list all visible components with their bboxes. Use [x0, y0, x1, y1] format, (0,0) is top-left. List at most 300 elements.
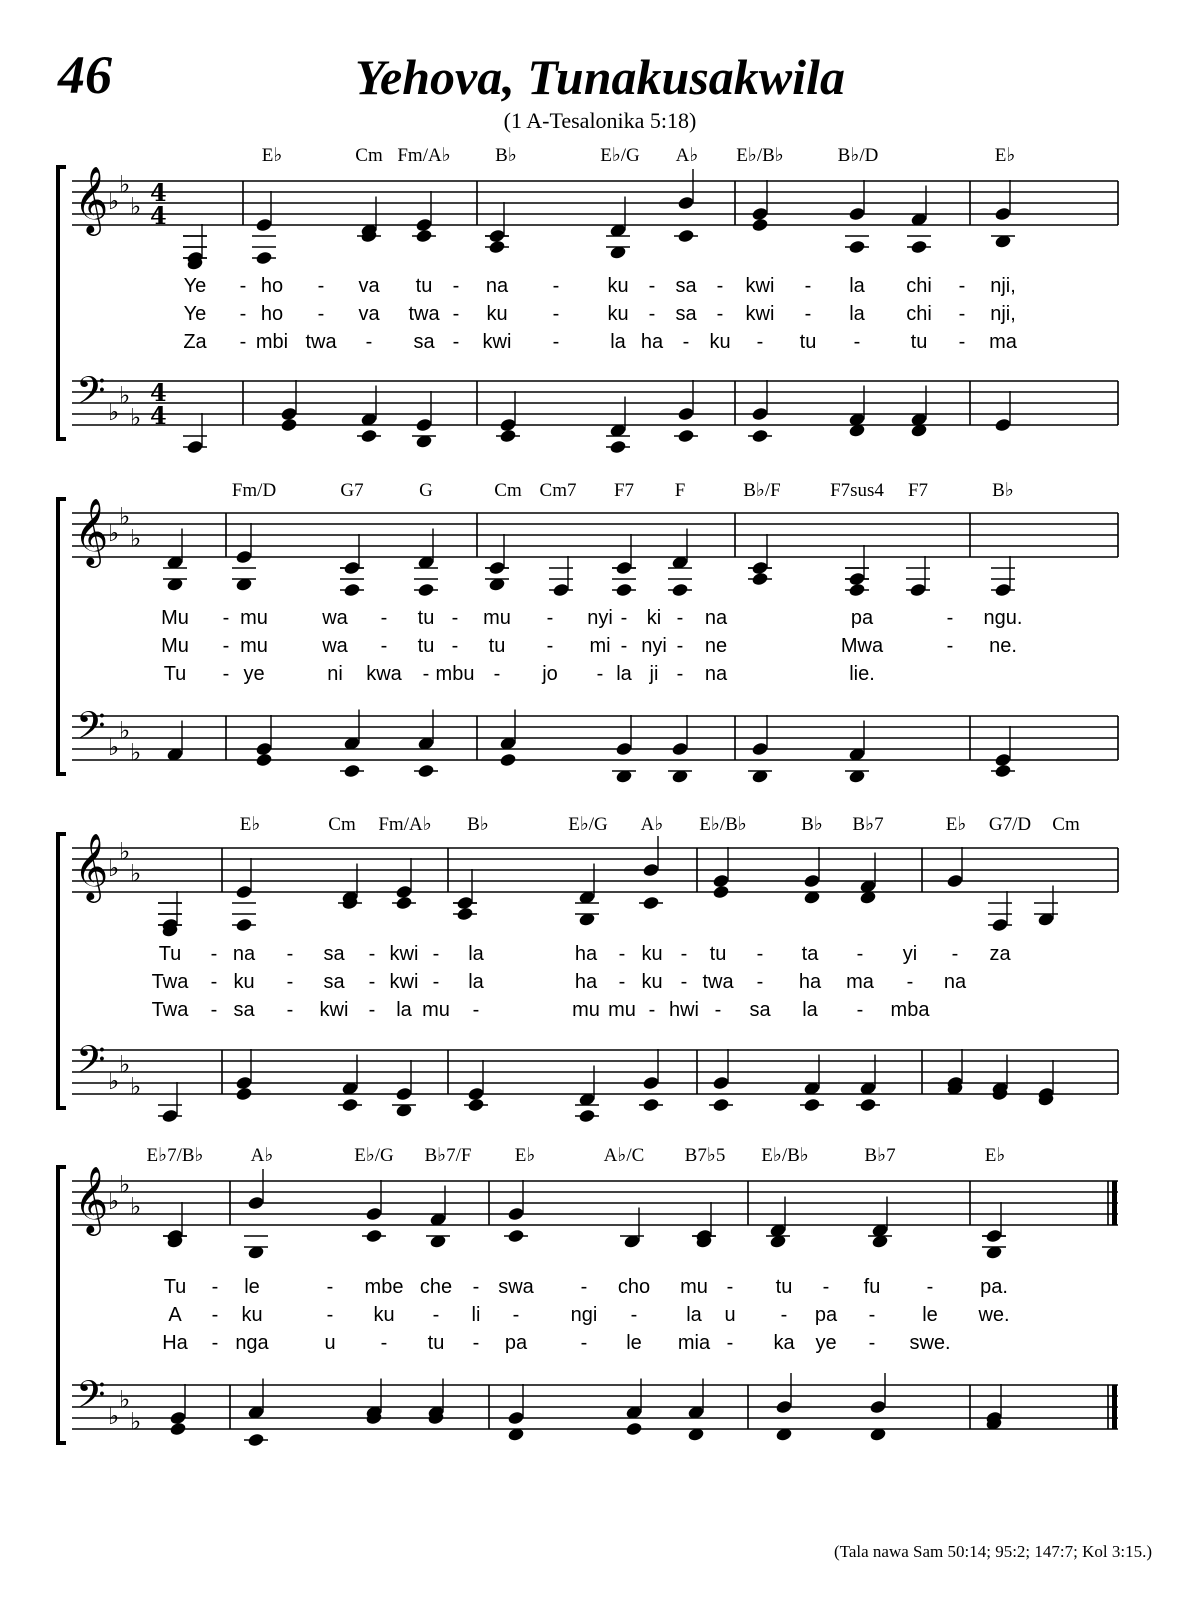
- lyric-syllable: ma: [846, 971, 874, 993]
- key-flat-sign: ♭: [130, 403, 142, 432]
- lyric-syllable: va: [358, 275, 380, 297]
- lyric-syllable: -: [620, 607, 628, 629]
- chord-symbol: Cm: [355, 145, 383, 166]
- lyric-syllable: we.: [978, 1304, 1010, 1326]
- lyric-syllable: hwi: [668, 999, 700, 1021]
- lyric-syllable: ki: [646, 607, 662, 629]
- chord-symbol: E♭/B♭: [736, 145, 784, 166]
- lyric-syllable: ku: [233, 971, 255, 993]
- system-bracket: [58, 499, 66, 774]
- lyric-syllable: -: [552, 303, 560, 325]
- treble-clef: 𝄞: [74, 1165, 109, 1233]
- lyric-syllable: za: [989, 943, 1011, 965]
- note-head: [712, 1075, 730, 1090]
- lyric-syllable: va: [358, 303, 380, 325]
- lyric-syllable: ngu.: [983, 607, 1023, 629]
- lyric-syllable: sa: [233, 999, 255, 1021]
- lyric-syllable: -: [432, 971, 440, 993]
- lyric-syllable: Ye: [183, 303, 207, 325]
- lyric-syllable: -: [726, 1276, 734, 1298]
- lyric-syllable: -: [452, 331, 460, 353]
- chord-symbol: A♭: [250, 1145, 274, 1166]
- note-head: [395, 1086, 413, 1101]
- chord-symbol: B♭: [801, 814, 823, 835]
- lyric-syllable: -: [472, 1332, 480, 1354]
- lyric-syllable: -: [680, 971, 688, 993]
- lyric-syllable: che: [419, 1276, 453, 1298]
- lyric-syllable: Ye: [183, 275, 207, 297]
- lyric-syllable: ha: [574, 943, 598, 965]
- lyric-syllable: sa: [675, 303, 697, 325]
- treble-clef: 𝄞: [74, 165, 109, 233]
- lyric-syllable: tu: [417, 607, 435, 629]
- lyric-syllable: -: [618, 971, 626, 993]
- lyric-syllable: -: [946, 607, 954, 629]
- chord-symbol: E♭: [994, 145, 1016, 166]
- lyric-syllable: na: [704, 607, 728, 629]
- time-signature-bottom: 4: [150, 201, 167, 230]
- lyric-syllable: Mwa: [840, 635, 884, 657]
- note-head: [677, 406, 695, 421]
- lyric-syllable: ha: [574, 971, 598, 993]
- lyric-syllable: pa: [850, 607, 874, 629]
- lyric-syllable: nji,: [990, 275, 1016, 297]
- lyric-syllable: -: [365, 331, 373, 353]
- lyric-syllable: -: [856, 999, 864, 1021]
- lyric-syllable: -: [239, 303, 247, 325]
- final-barline-thick: [1112, 1385, 1117, 1429]
- note-head: [169, 1421, 187, 1436]
- note-head: [255, 217, 273, 232]
- chord-symbol: E♭/G: [568, 814, 608, 835]
- lyric-syllable: sa: [413, 331, 435, 353]
- lyric-syllable: -: [676, 607, 684, 629]
- lyric-syllable: pa: [504, 1332, 528, 1354]
- note-head: [280, 417, 298, 432]
- lyric-syllable: cho: [617, 1276, 651, 1298]
- lyric-syllable: ku: [641, 971, 663, 993]
- note-head: [751, 741, 769, 756]
- lyric-syllable: -: [804, 275, 812, 297]
- note-head: [712, 873, 730, 888]
- chord-symbol: F: [674, 480, 686, 501]
- lyric-syllable: -: [368, 971, 376, 993]
- note-head: [946, 873, 964, 888]
- lyric-syllable: -: [432, 1304, 440, 1326]
- lyric-syllable: -: [951, 943, 959, 965]
- bass-clef: 𝄢: [76, 368, 106, 422]
- chord-symbol: E♭7/B♭: [146, 1145, 204, 1166]
- lyric-syllable: pa: [814, 1304, 838, 1326]
- lyric-syllable: -: [958, 303, 966, 325]
- lyric-syllable: -: [326, 1304, 334, 1326]
- lyric-syllable: la: [849, 275, 865, 297]
- key-flat-sign: ♭: [130, 1407, 142, 1436]
- lyric-syllable: -: [856, 943, 864, 965]
- note-head: [395, 884, 413, 899]
- lyric-syllable: kwi: [319, 999, 349, 1021]
- lyric-syllable: -: [630, 1304, 638, 1326]
- lyric-syllable: -: [210, 999, 218, 1021]
- lyric-syllable: u: [324, 1332, 336, 1354]
- lyric-syllable: ji: [649, 663, 659, 685]
- lyric-syllable: tu: [910, 331, 928, 353]
- lyric-syllable: -: [648, 999, 656, 1021]
- lyric-syllable: -: [211, 1304, 219, 1326]
- lyric-syllable: tu: [799, 331, 817, 353]
- lyric-syllable: mu: [240, 607, 268, 629]
- chord-symbol: E♭: [945, 814, 967, 835]
- lyric-syllable: -: [422, 663, 430, 685]
- chord-symbol: G: [419, 480, 433, 501]
- lyric-syllable: mba: [890, 999, 930, 1021]
- chord-symbol: E♭/G: [354, 1145, 394, 1166]
- note-head: [625, 1421, 643, 1436]
- chord-symbol: E♭/G: [600, 145, 640, 166]
- lyric-syllable: la: [802, 999, 818, 1021]
- key-flat-sign: ♭: [130, 524, 142, 553]
- note-head: [255, 741, 273, 756]
- lyric-syllable: tu: [417, 635, 435, 657]
- lyric-syllable: u: [724, 1304, 736, 1326]
- lyric-syllable: -: [868, 1304, 876, 1326]
- chord-symbol: A♭: [675, 145, 699, 166]
- chord-symbol: F7sus4: [830, 480, 884, 501]
- chord-symbol: E♭/B♭: [699, 814, 747, 835]
- lyric-syllable: -: [906, 971, 914, 993]
- song-title: Yehova, Tunakusakwila: [355, 49, 845, 105]
- lyric-syllable: -: [286, 971, 294, 993]
- lyric-syllable: -: [512, 1304, 520, 1326]
- lyric-syllable: -: [239, 331, 247, 353]
- note-head: [235, 1086, 253, 1101]
- note-head: [499, 417, 517, 432]
- lyric-syllable: -: [868, 1332, 876, 1354]
- key-flat-sign: ♭: [119, 170, 131, 199]
- lyric-syllable: la: [616, 663, 632, 685]
- key-flat-sign: ♭: [108, 187, 120, 215]
- key-flat-sign: ♭: [108, 398, 120, 426]
- lyric-syllable: -: [451, 635, 459, 657]
- lyric-syllable: -: [222, 663, 230, 685]
- chord-symbol: Cm: [494, 480, 522, 501]
- lyric-syllable: -: [680, 943, 688, 965]
- key-flat-sign: ♭: [119, 837, 131, 866]
- lyric-syllable: sa: [675, 275, 697, 297]
- note-head: [499, 752, 517, 767]
- note-head: [467, 1086, 485, 1101]
- note-head: [415, 417, 433, 432]
- chord-symbol: E♭: [261, 145, 283, 166]
- chord-symbol: B♭: [495, 145, 517, 166]
- lyric-syllable: Za: [183, 331, 207, 353]
- lyric-syllable: ku: [373, 1304, 395, 1326]
- lyric-syllable: ta: [801, 943, 819, 965]
- treble-clef: 𝄞: [74, 497, 109, 565]
- lyric-syllable: mi: [589, 635, 611, 657]
- lyric-syllable: le: [244, 1276, 260, 1298]
- lyric-syllable: chi: [906, 275, 932, 297]
- key-flat-sign: ♭: [108, 1187, 120, 1215]
- note-head: [712, 884, 730, 899]
- lyric-syllable: na: [943, 971, 967, 993]
- note-head: [994, 752, 1012, 767]
- lyric-syllable: -: [756, 943, 764, 965]
- chord-symbol: B♭7: [864, 1145, 896, 1166]
- lyric-syllable: -: [648, 303, 656, 325]
- lyric-syllable: -: [676, 663, 684, 685]
- lyric-syllable: la: [610, 331, 626, 353]
- note-head: [751, 406, 769, 421]
- lyric-syllable: kwi: [389, 943, 419, 965]
- lyric-syllable: -: [682, 331, 690, 353]
- lyric-syllable: ku: [607, 275, 629, 297]
- lyric-syllable: tu: [775, 1276, 793, 1298]
- key-flat-sign: ♭: [130, 738, 142, 767]
- chord-symbol: Cm7: [539, 480, 577, 501]
- lyric-syllable: la: [686, 1304, 702, 1326]
- lyric-syllable: -: [958, 275, 966, 297]
- lyric-syllable: ne.: [989, 635, 1017, 657]
- chord-symbol: Cm: [1052, 814, 1080, 835]
- lyric-syllable: -: [618, 943, 626, 965]
- chord-symbol: B♭7/F: [424, 1145, 472, 1166]
- note-head: [280, 406, 298, 421]
- lyric-syllable: swa: [498, 1276, 534, 1298]
- song-number: 46: [58, 45, 112, 105]
- note-head: [677, 195, 695, 210]
- note-head: [642, 1075, 660, 1090]
- lyric-syllable: -: [648, 275, 656, 297]
- lyric-syllable: nga: [235, 1332, 269, 1354]
- lyric-syllable: kwi: [389, 971, 419, 993]
- key-flat-sign: ♭: [108, 1067, 120, 1095]
- lyric-syllable: ku: [486, 303, 508, 325]
- note-head: [507, 1410, 525, 1425]
- lyric-syllable: -: [472, 999, 480, 1021]
- scripture-references: (Tala nawa Sam 50:14; 95:2; 147:7; Kol 3:15.): [834, 1542, 1152, 1561]
- lyric-syllable: -: [716, 275, 724, 297]
- lyric-syllable: kwi: [745, 275, 775, 297]
- lyric-syllable: sa: [323, 971, 345, 993]
- lyric-syllable: ma: [989, 331, 1017, 353]
- system-bracket: [58, 1167, 66, 1443]
- lyric-syllable: mia: [677, 1332, 711, 1354]
- key-flat-sign: ♭: [108, 733, 120, 761]
- lyric-syllable: na: [704, 663, 728, 685]
- lyric-syllable: -: [804, 303, 812, 325]
- lyric-syllable: -: [958, 331, 966, 353]
- key-flat-sign: ♭: [119, 1385, 131, 1414]
- chord-symbol: B♭: [467, 814, 489, 835]
- lyric-syllable: -: [926, 1276, 934, 1298]
- chord-symbol: G7/D: [988, 814, 1032, 835]
- lyric-syllable: -: [452, 275, 460, 297]
- chord-symbol: B♭7: [852, 814, 884, 835]
- key-flat-sign: ♭: [130, 1192, 142, 1221]
- lyric-syllable: li: [471, 1304, 481, 1326]
- lyric-syllable: -: [726, 1332, 734, 1354]
- key-flat-sign: ♭: [108, 1402, 120, 1430]
- lyric-syllable: -: [368, 999, 376, 1021]
- lyric-syllable: wa: [322, 635, 348, 657]
- key-flat-sign: ♭: [119, 502, 131, 531]
- note-head: [775, 1399, 793, 1414]
- lyric-syllable: kwi: [482, 331, 512, 353]
- note-head: [803, 873, 821, 888]
- chord-symbol: G7: [340, 480, 364, 501]
- system-bracket: [58, 834, 66, 1108]
- lyric-syllable: -: [552, 331, 560, 353]
- note-head: [869, 1399, 887, 1414]
- lyric-syllable: Twa: [151, 971, 189, 993]
- lyric-syllable: mu: [572, 999, 600, 1021]
- lyric-syllable: mbe: [364, 1276, 404, 1298]
- lyric-syllable: nyi: [641, 635, 667, 657]
- lyric-syllable: mu: [240, 635, 268, 657]
- lyric-syllable: -: [676, 635, 684, 657]
- lyric-syllable: mu: [422, 999, 450, 1021]
- lyric-syllable: la: [849, 303, 865, 325]
- time-signature-top: 4: [150, 378, 167, 407]
- key-flat-sign: ♭: [130, 192, 142, 221]
- lyric-syllable: le: [626, 1332, 642, 1354]
- lyric-syllable: -: [580, 1276, 588, 1298]
- lyric-syllable: ni: [327, 663, 343, 685]
- note-head: [751, 217, 769, 232]
- lyric-syllable: ku: [709, 331, 731, 353]
- lyric-syllable: lie.: [849, 663, 875, 685]
- lyric-syllable: sa: [323, 943, 345, 965]
- lyric-syllable: twa: [408, 303, 440, 325]
- key-flat-sign: ♭: [130, 1072, 142, 1101]
- chord-symbol: E♭: [514, 1145, 536, 1166]
- lyric-syllable: -: [317, 303, 325, 325]
- lyric-syllable: mbu: [435, 663, 475, 685]
- chord-symbol: B♭/F: [743, 480, 781, 501]
- note-head: [848, 206, 866, 221]
- lyric-syllable: -: [946, 635, 954, 657]
- note-head: [751, 206, 769, 221]
- key-flat-sign: ♭: [108, 854, 120, 882]
- system-bracket: [58, 167, 66, 439]
- lyric-syllable: ha: [640, 331, 664, 353]
- note-head: [235, 884, 253, 899]
- final-barline-thick: [1112, 1181, 1117, 1225]
- note-head: [255, 752, 273, 767]
- key-flat-sign: ♭: [119, 381, 131, 410]
- note-head: [169, 1410, 187, 1425]
- lyric-syllable: le: [922, 1304, 938, 1326]
- lyric-syllable: nyi: [587, 607, 613, 629]
- lyric-syllable: -: [452, 303, 460, 325]
- chord-symbol: B7♭5: [684, 1145, 726, 1166]
- lyric-syllable: -: [211, 1276, 219, 1298]
- lyric-syllable: Ha: [162, 1332, 188, 1354]
- lyric-syllable: kwa: [366, 663, 402, 685]
- note-head: [507, 1206, 525, 1221]
- lyric-syllable: -: [432, 943, 440, 965]
- chord-symbol: E♭: [984, 1145, 1006, 1166]
- lyric-syllable: -: [326, 1276, 334, 1298]
- lyric-syllable: ku: [641, 943, 663, 965]
- lyric-syllable: -: [222, 635, 230, 657]
- lyric-syllable: mu: [483, 607, 511, 629]
- treble-clef: 𝄞: [74, 832, 109, 900]
- note-head: [365, 1206, 383, 1221]
- note-head: [671, 741, 689, 756]
- bass-clef: 𝄢: [76, 703, 106, 757]
- lyric-syllable: ku: [607, 303, 629, 325]
- lyric-syllable: ku: [241, 1304, 263, 1326]
- lyric-syllable: -: [756, 971, 764, 993]
- lyric-syllable: tu: [488, 635, 506, 657]
- lyric-syllable: wa: [322, 607, 348, 629]
- lyric-syllable: -: [714, 999, 722, 1021]
- lyric-syllable: -: [546, 635, 554, 657]
- chord-symbol: Cm: [328, 814, 356, 835]
- chord-symbol: E♭/B♭: [761, 1145, 809, 1166]
- lyric-syllable: -: [211, 1332, 219, 1354]
- lyric-syllable: ngi: [570, 1304, 598, 1326]
- lyric-syllable: A: [168, 1304, 182, 1326]
- key-flat-sign: ♭: [119, 716, 131, 745]
- key-flat-sign: ♭: [108, 519, 120, 547]
- lyric-syllable: -: [368, 943, 376, 965]
- chord-symbol: Fm/A♭: [378, 814, 432, 835]
- chord-symbol: F7: [613, 480, 635, 501]
- key-flat-sign: ♭: [130, 859, 142, 888]
- lyric-syllable: tu: [415, 275, 433, 297]
- lyric-syllable: jo: [542, 663, 558, 685]
- lyric-syllable: sa: [749, 999, 771, 1021]
- note-head: [615, 741, 633, 756]
- lyric-syllable: -: [580, 1332, 588, 1354]
- note-head: [642, 862, 660, 877]
- chord-symbol: B♭/D: [837, 145, 879, 166]
- chord-symbol: A♭: [640, 814, 664, 835]
- lyric-syllable: Twa: [151, 999, 189, 1021]
- lyric-syllable: -: [239, 275, 247, 297]
- lyric-syllable: swe.: [909, 1332, 951, 1354]
- chord-symbol: F7: [907, 480, 929, 501]
- lyric-syllable: fu: [863, 1276, 881, 1298]
- note-head: [994, 206, 1012, 221]
- lyric-syllable: ho: [260, 303, 284, 325]
- lyric-syllable: na: [485, 275, 509, 297]
- lyric-syllable: ye: [243, 663, 265, 685]
- lyric-syllable: ha: [798, 971, 822, 993]
- lyric-syllable: la: [468, 943, 484, 965]
- note-head: [235, 1075, 253, 1090]
- key-flat-sign: ♭: [119, 1170, 131, 1199]
- lyric-syllable: -: [493, 663, 501, 685]
- lyric-syllable: -: [317, 275, 325, 297]
- chord-symbol: E♭: [239, 814, 261, 835]
- lyric-syllable: mu: [608, 999, 636, 1021]
- lyric-syllable: -: [822, 1276, 830, 1298]
- lyric-syllable: -: [756, 331, 764, 353]
- lyric-syllable: -: [286, 943, 294, 965]
- time-signature-bottom: 4: [150, 401, 167, 430]
- lyric-syllable: na: [232, 943, 256, 965]
- lyric-syllable: la: [396, 999, 412, 1021]
- lyric-syllable: mu: [680, 1276, 708, 1298]
- bass-clef: 𝄢: [76, 1372, 106, 1426]
- lyric-syllable: kwi: [745, 303, 775, 325]
- lyric-syllable: Tu: [163, 663, 187, 685]
- chord-symbol: Fm/D: [231, 480, 277, 501]
